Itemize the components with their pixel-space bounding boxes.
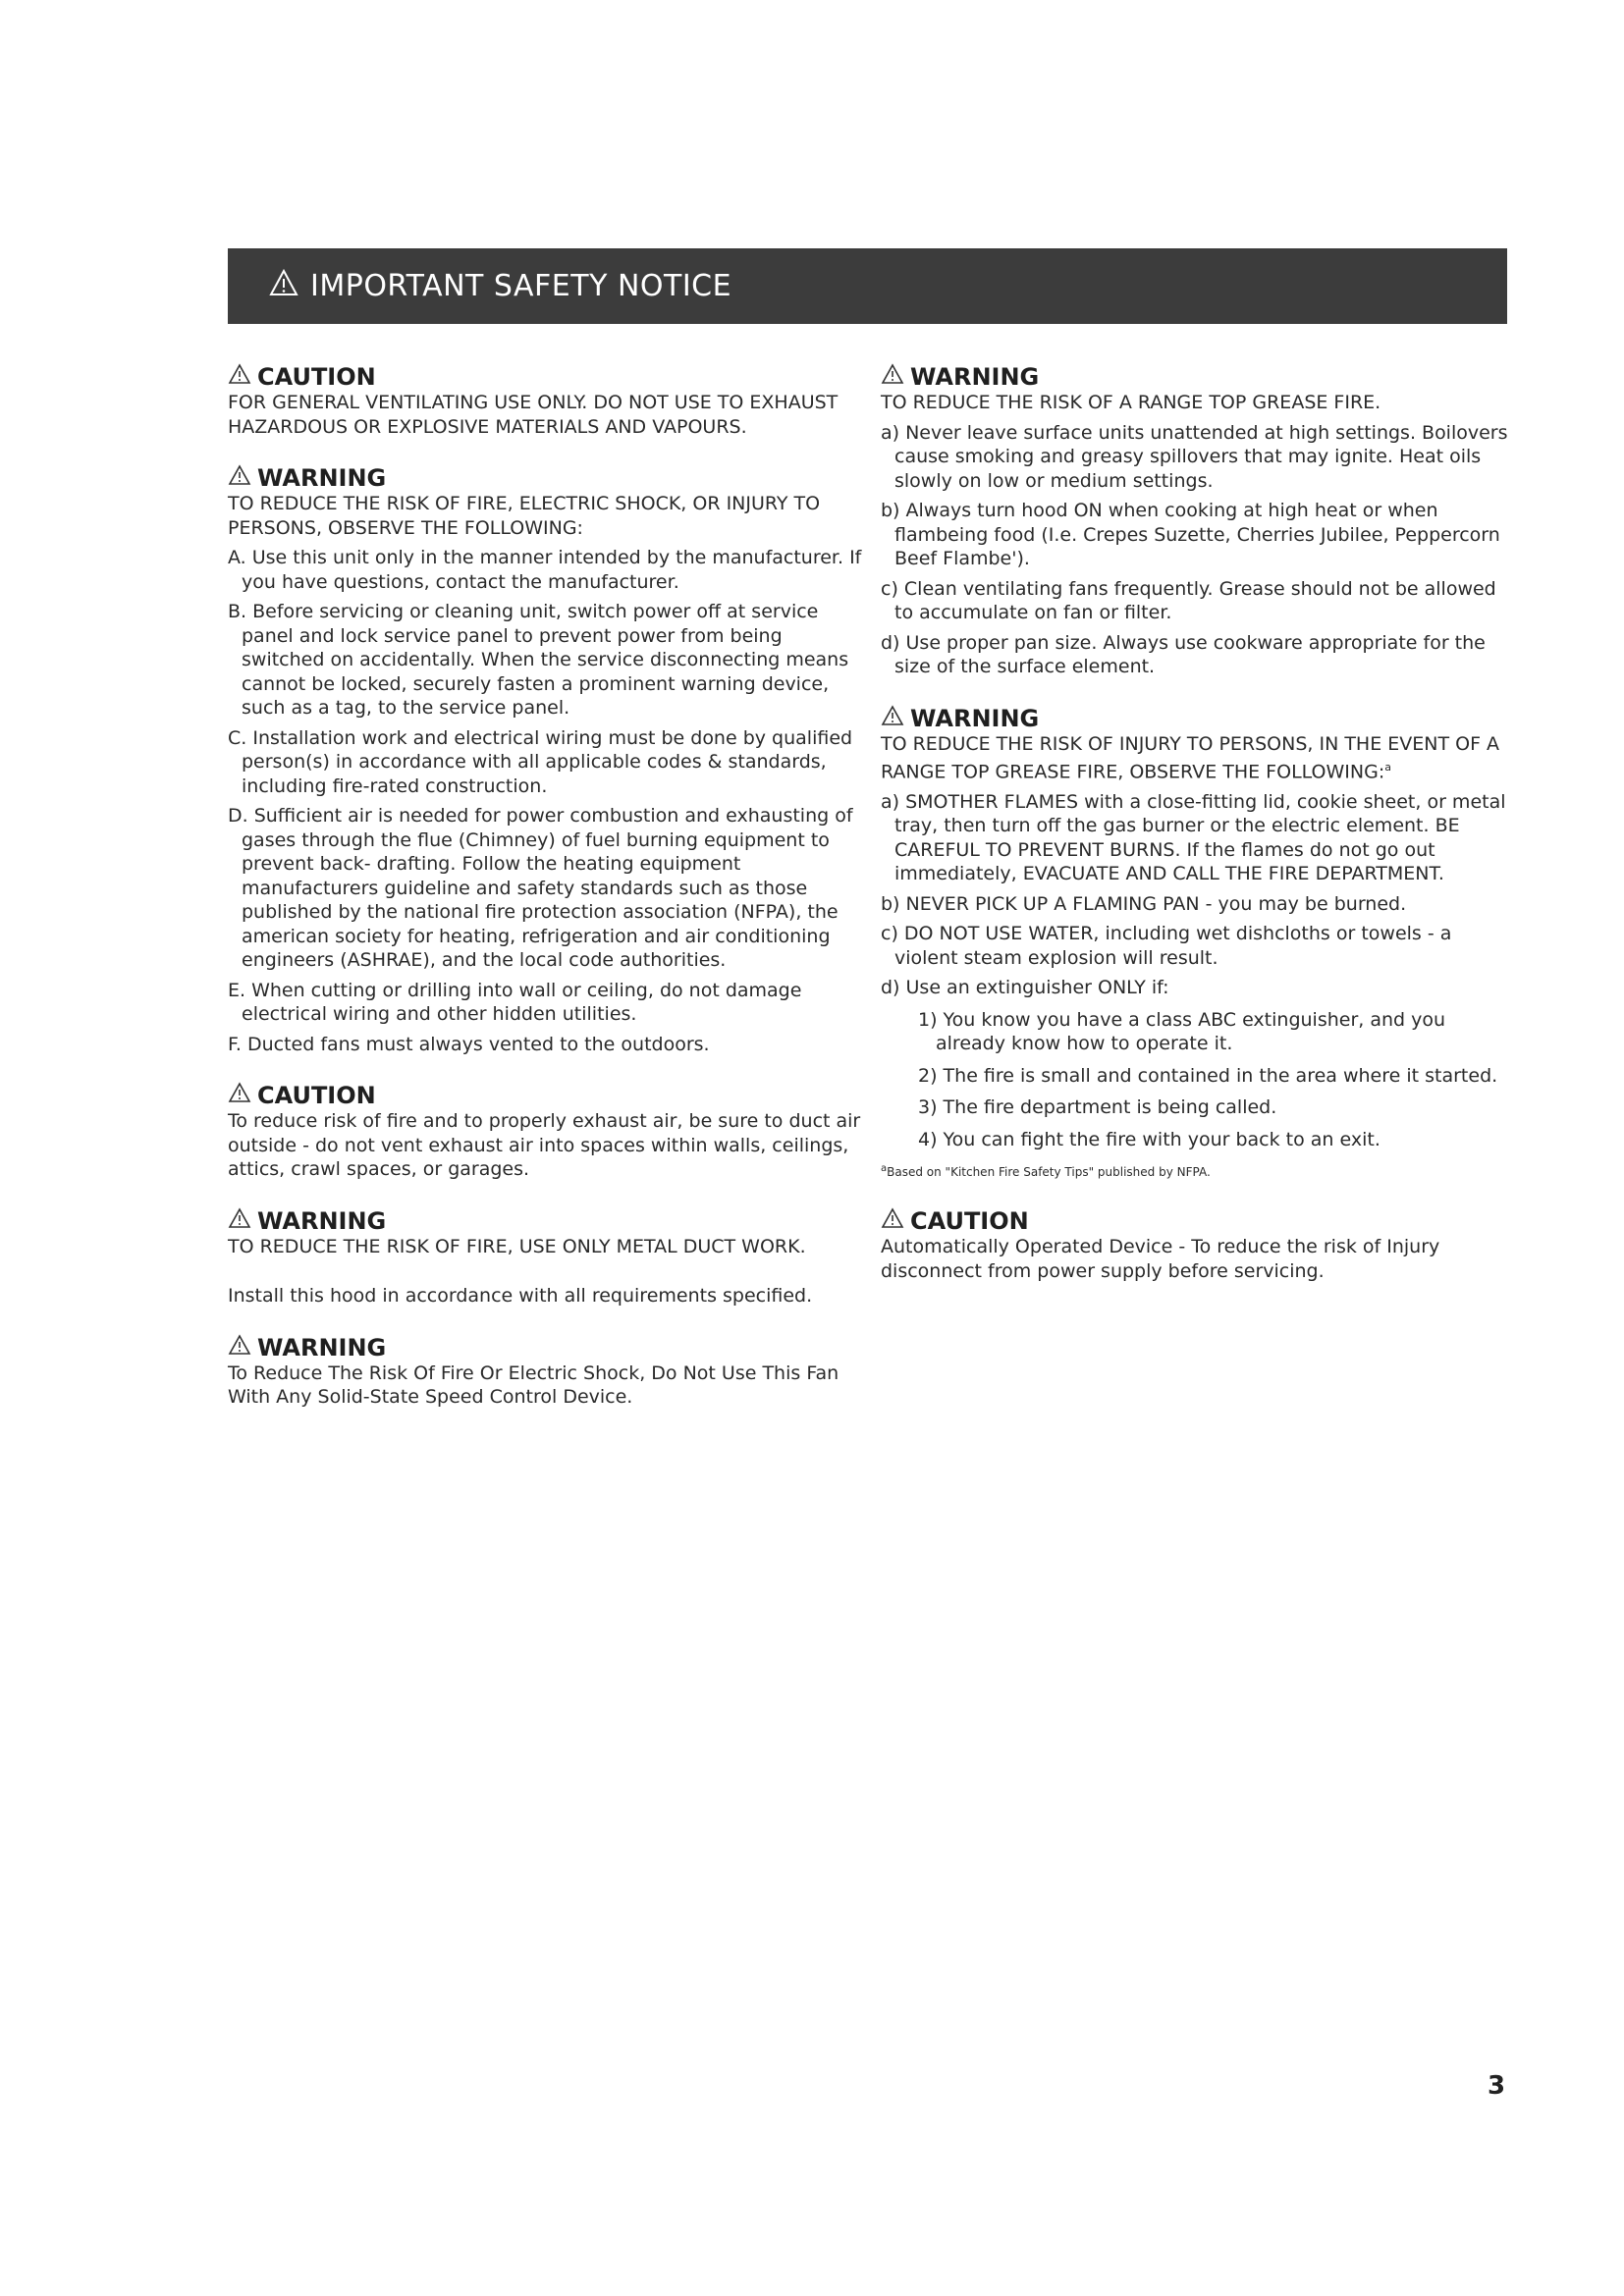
safety-notice-banner [228, 248, 1507, 324]
warning-section-metal-duct [228, 1207, 866, 1308]
sub-list-item: 1) You know you have a class ABC extinguisher, and you already know how to operate it. [918, 1008, 1446, 1055]
footnote-marker: a [1384, 761, 1391, 774]
list-item: d) Use an extinguisher ONLY if: [881, 977, 1169, 999]
warning-section-injury-grease-fire [881, 705, 1509, 1181]
banner-title: IMPORTANT SAFETY NOTICE [310, 269, 732, 303]
left-column [228, 363, 866, 1435]
warning-triangle-icon [228, 464, 251, 492]
caution-section-exhaust-air [228, 1082, 866, 1182]
warning-section-fire-shock-injury [228, 464, 866, 1056]
list-item: B. Before servicing or cleaning unit, switch power off at service panel and lock service panel to prevent power from being switched on accidentally. When the service disconnecting means cannot be locked, securely fasten a prominent warning device, such as a tag, to the service panel. [228, 601, 849, 719]
list-item: E. When cutting or drilling into wall or ceiling, do not damage electrical wiring and other hidden utilities. [228, 979, 802, 1025]
warning-triangle-icon [228, 1207, 251, 1235]
warning-triangle-icon [881, 363, 904, 391]
warning-section-grease-fire [881, 363, 1509, 679]
page-number: 3 [1488, 2071, 1506, 2101]
footnote-marker: a [881, 1163, 888, 1175]
list-item: a) SMOTHER FLAMES with a close-fitting lid, cookie sheet, or metal tray, then turn off the gas burner or the electric element. BE CAREFUL TO PREVENT BURNS. If the flames do not go out immediately, EVACUATE AND CALL THE FIRE DEPARTMENT. [881, 790, 1506, 885]
warning-section-speed-control [228, 1334, 866, 1410]
caution-heading: CAUTION [228, 363, 866, 391]
caution-text: FOR GENERAL VENTILATING USE ONLY. DO NOT USE TO EXHAUST HAZARDOUS OR EXPLOSIVE MATERIALS AND VAPOURS. [228, 392, 839, 438]
warning-triangle-icon [228, 1082, 251, 1109]
caution-text: Automatically Operated Device - To reduce the risk of Injury disconnect from power supply before servicing. [881, 1236, 1440, 1282]
right-column [881, 363, 1509, 1308]
warning-triangle-icon [881, 1207, 904, 1235]
sub-list-item: 2) The fire is small and contained in the area where it started. [918, 1064, 1498, 1087]
warning-heading: WARNING [881, 363, 1509, 391]
list-item: c) DO NOT USE WATER, including wet dishcloths or towels - a violent steam explosion will result. [881, 923, 1452, 969]
list-item: a) Never leave surface units unattended at high settings. Boilovers cause smoking and greasy spillovers that may ignite. Heat oils slowly on low or medium settings. [881, 421, 1508, 492]
list-item: C. Installation work and electrical wiring must be done by qualified person(s) in accordance with all applicable codes & standards, including fire-rated construction. [228, 726, 853, 797]
warning-text: TO REDUCE THE RISK OF FIRE, USE ONLY METAL DUCT WORK. [228, 1235, 806, 1257]
caution-text: To reduce risk of fire and to properly exhaust air, be sure to duct air outside - do not vent exhaust air into spaces within walls, ceilings, attics, crawl spaces, or garages. [228, 1110, 861, 1180]
sub-list-item: 3) The fire department is being called. [918, 1096, 1277, 1119]
caution-section-automatic-device [881, 1207, 1509, 1283]
list-item: c) Clean ventilating fans frequently. Grease should not be allowed to accumulate on fan or filter. [881, 577, 1496, 623]
sub-list-item: 4) You can fight the fire with your back to an exit. [918, 1128, 1380, 1150]
warning-intro-text: TO REDUCE THE RISK OF INJURY TO PERSONS, IN THE EVENT OF A RANGE TOP GREASE FIRE, OBSERVE THE FOLLOWING:$^a$ [881, 732, 1500, 783]
warning-intro-text: TO REDUCE THE RISK OF A RANGE TOP GREASE FIRE. [881, 392, 1381, 413]
warning-triangle-icon [228, 1334, 251, 1362]
footnote: $^a$Based on "Kitchen Fire Safety Tips" published by NFPA. [881, 1163, 1211, 1180]
warning-heading: WARNING [228, 1207, 866, 1235]
caution-heading: CAUTION [881, 1207, 1509, 1235]
warning-triangle-icon [269, 269, 298, 304]
warning-triangle-icon [881, 705, 904, 732]
list-item: b) Always turn hood ON when cooking at high heat or when flambeing food (I.e. Crepes Suzette, Cherries Jubilee, Peppercorn Beef Flambe'). [881, 500, 1500, 569]
caution-heading: CAUTION [228, 1082, 866, 1109]
warning-triangle-icon [228, 363, 251, 391]
warning-heading: WARNING [228, 464, 866, 492]
list-item: b) NEVER PICK UP A FLAMING PAN - you may be burned. [881, 892, 1407, 915]
list-item: D. Sufficient air is needed for power combustion and exhausting of gases through the flue (Chimney) of fuel burning equipment to prevent back- drafting. Follow the heating equipment manufacturers guideline and safety standards such as those published by the national fire protection association (NFPA), the american society for heating, refrigeration and air conditioning engineers (ASHRAE), and the local code authorities. [228, 805, 853, 971]
list-item: d) Use proper pan size. Always use cookware appropriate for the size of the surface element. [881, 631, 1486, 677]
warning-heading: WARNING [228, 1334, 866, 1362]
list-item: A. Use this unit only in the manner intended by the manufacturer. If you have questions, contact the manufacturer. [228, 547, 862, 593]
install-instruction-text: Install this hood in accordance with all requirements specified. [228, 1285, 813, 1307]
caution-section-general-ventilating [228, 363, 866, 439]
warning-heading: WARNING [881, 705, 1509, 732]
list-item: F. Ducted fans must always vented to the outdoors. [228, 1033, 710, 1055]
warning-text: To Reduce The Risk Of Fire Or Electric Shock, Do Not Use This Fan With Any Solid-State Speed Control Device. [228, 1362, 839, 1408]
warning-intro-text: TO REDUCE THE RISK OF FIRE, ELECTRIC SHOCK, OR INJURY TO PERSONS, OBSERVE THE FOLLOWING: [228, 493, 821, 539]
